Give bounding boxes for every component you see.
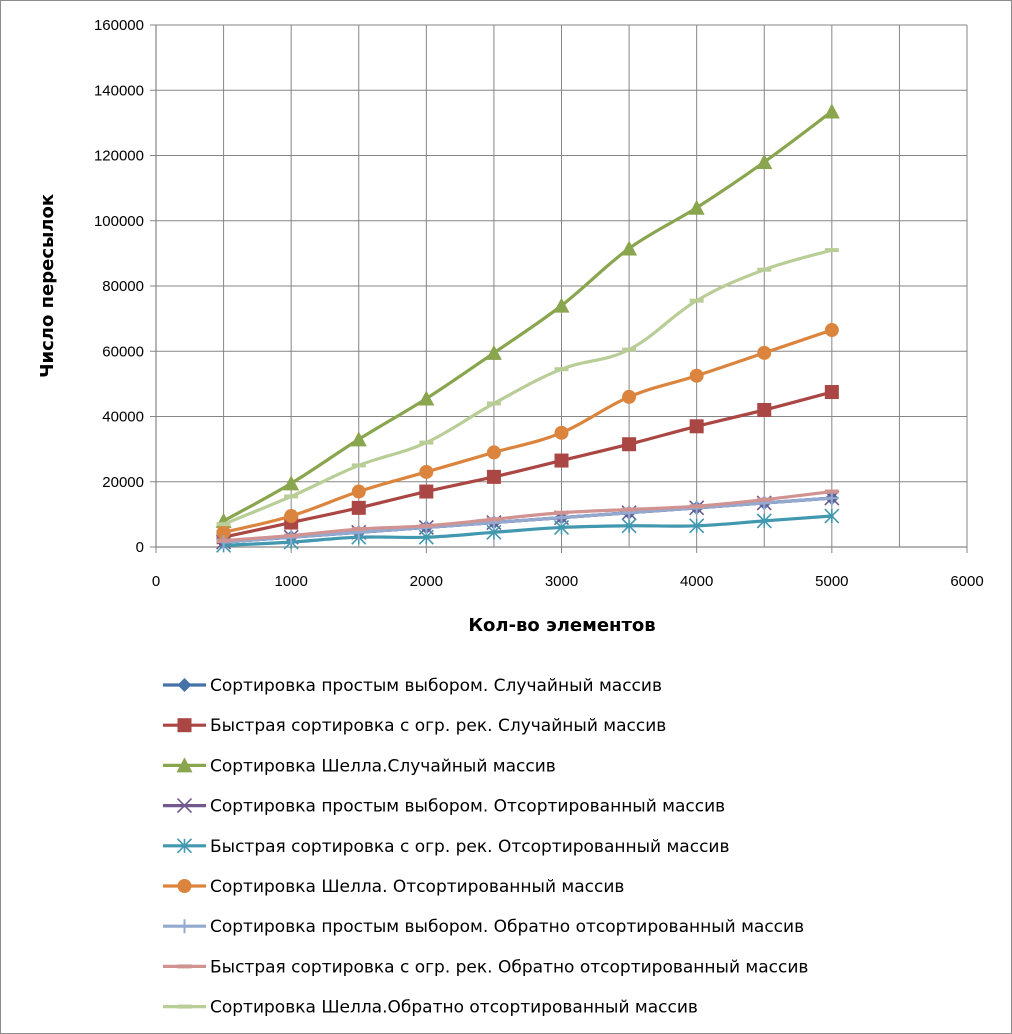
data-point: [690, 369, 704, 383]
data-point: [689, 200, 705, 215]
legend-label: Сортировка простым выбором. Случайный массив: [210, 676, 662, 696]
data-point: [555, 367, 569, 371]
data-point: [283, 475, 299, 490]
y-tick-label: 140000: [93, 82, 144, 100]
x-tick-label: 5000: [815, 573, 849, 590]
data-point: [419, 441, 433, 445]
legend-item: [163, 716, 666, 736]
data-point: [622, 390, 636, 404]
data-point: [217, 538, 231, 542]
data-point: [555, 426, 569, 440]
x-tick-label: 3000: [544, 573, 579, 590]
y-tick-label: 60000: [102, 343, 144, 361]
series-8: [217, 490, 839, 543]
data-point: [757, 498, 771, 502]
y-tick-label: 20000: [102, 473, 144, 491]
legend-item: [163, 756, 556, 776]
series-line: [224, 498, 832, 542]
y-tick-label: 40000: [102, 408, 144, 426]
data-point: [825, 385, 839, 399]
data-point: [825, 248, 839, 252]
data-point: [690, 299, 704, 303]
data-point: [419, 524, 433, 528]
y-tick-label: 160000: [93, 17, 144, 34]
legend-label: Сортировка простым выбором. Отсортированный массив: [210, 796, 726, 817]
legend-item: [163, 676, 662, 696]
x-tick-label: 1000: [274, 573, 308, 590]
data-point: [555, 511, 569, 515]
data-point: [757, 268, 771, 272]
x-tick-label: 4000: [679, 573, 714, 590]
data-point: [825, 323, 839, 337]
gridlines: [156, 25, 967, 547]
data-point: [178, 718, 192, 732]
axes: [94, 17, 984, 590]
data-point: [690, 419, 704, 433]
series-line: [224, 250, 832, 524]
legend-item: [163, 998, 698, 1018]
data-point: [418, 391, 434, 406]
data-point: [757, 403, 771, 417]
data-point: [757, 346, 771, 360]
data-point: [419, 485, 433, 499]
data-point: [178, 1005, 192, 1009]
data-point: [351, 431, 367, 446]
legend-item: [163, 957, 808, 977]
data-point: [487, 517, 501, 521]
x-tick-label: 6000: [950, 573, 984, 590]
y-tick-label: 100000: [93, 212, 144, 230]
series-line: [224, 111, 832, 520]
data-point: [352, 485, 366, 499]
data-point: [284, 494, 298, 498]
legend-label: Сортировка простым выбором. Обратно отсортированный массив: [210, 917, 805, 938]
data-point: [487, 470, 501, 484]
y-tick-label: 120000: [93, 147, 144, 165]
data-point: [824, 103, 840, 118]
data-point: [178, 919, 192, 933]
legend-label: Сортировка Шелла.Обратно отсортированный массив: [210, 997, 698, 1018]
series-6: [217, 323, 839, 539]
legend: [163, 676, 808, 1018]
legend-label: Сортировка Шелла. Отсортированный массив: [210, 877, 625, 897]
x-axis-title: Кол-во элементов: [468, 615, 656, 636]
legend-item: [163, 877, 624, 897]
data-point: [487, 401, 501, 405]
legend-item: [163, 797, 725, 817]
data-point: [622, 437, 636, 451]
data-point: [284, 534, 298, 538]
data-point: [690, 504, 704, 508]
y-tick-label: 80000: [102, 278, 144, 295]
data-point: [352, 527, 366, 531]
data-point: [622, 348, 636, 352]
data-point: [622, 507, 636, 511]
data-point: [352, 463, 366, 467]
data-point: [178, 964, 192, 968]
data-point: [178, 879, 192, 893]
legend-label: Быстрая сортировка с огр. рек. Отсортированный массив: [210, 836, 730, 857]
line-chart: [1, 1, 1011, 1033]
legend-label: Быстрая сортировка с огр. рек. Обратно отсортированный массив: [210, 957, 809, 978]
legend-item: [163, 837, 729, 857]
data-point: [352, 501, 366, 515]
y-axis-title: Число пересылок: [37, 193, 58, 379]
legend-item: [163, 917, 804, 937]
series-3: [216, 103, 840, 527]
data-point: [419, 465, 433, 479]
series-9: [217, 248, 839, 526]
data-point: [284, 509, 298, 523]
data-point: [217, 522, 231, 526]
series-group: [216, 103, 840, 552]
data-point: [487, 445, 501, 459]
x-tick-label: 2000: [409, 573, 444, 590]
data-point: [178, 678, 192, 692]
data-point: [555, 454, 569, 468]
data-point: [825, 490, 839, 494]
x-tick-label: 0: [151, 573, 161, 590]
y-tick-label: 0: [135, 539, 144, 556]
legend-label: Сортировка Шелла.Случайный массив: [210, 756, 556, 777]
legend-label: Быстрая сортировка с огр. рек. Случайный массив: [210, 716, 667, 737]
